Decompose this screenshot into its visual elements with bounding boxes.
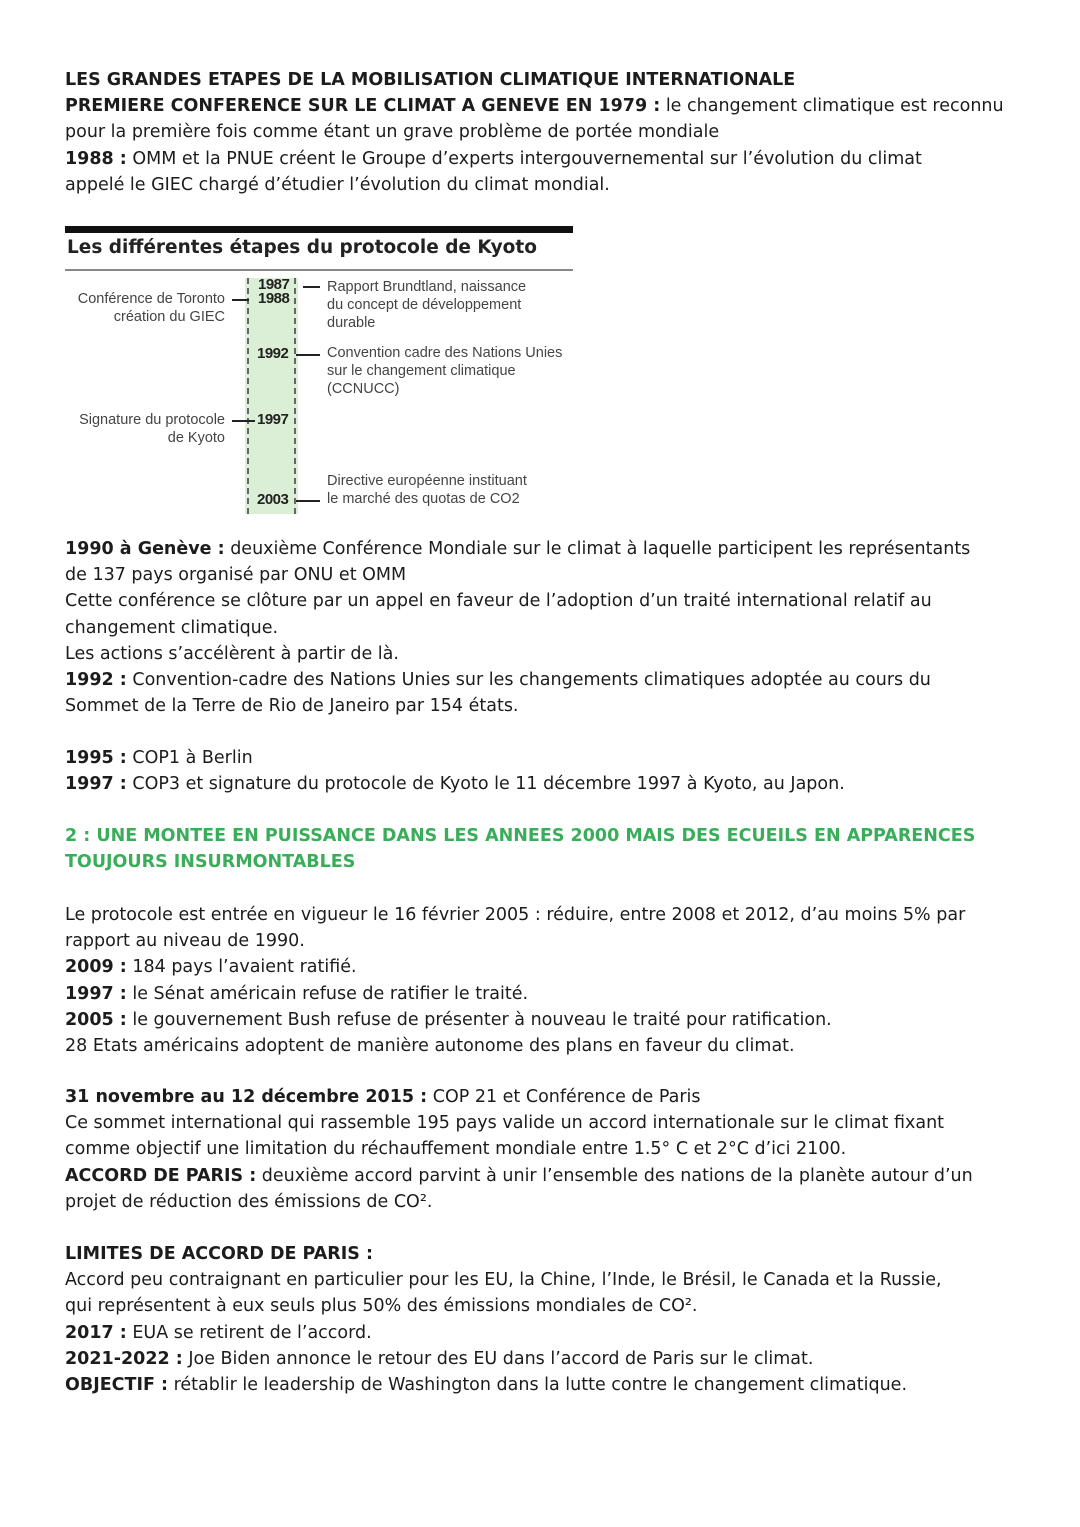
- year-1987: 1987: [258, 276, 290, 293]
- withdrawal-2017-label: 2017 :: [65, 1322, 127, 1343]
- geneva-1979-label: PREMIERE CONFERENCE SUR LE CLIMAT A GENEVE EN 1979 :: [65, 96, 661, 117]
- senate-1997-text: le Sénat américain refuse de ratifier le traité.: [126, 983, 529, 1004]
- timeline-right-dashes: [294, 278, 296, 514]
- main-title: LES GRANDES ETAPES DE LA MOBILISATION CLIMATIQUE INTERNATIONALE: [65, 70, 796, 90]
- bush-2005-text: le gouvernement Bush refuse de présenter à nouveau le traité pour ratification.: [126, 1009, 832, 1030]
- kyoto-entry-into-force: [65, 902, 1025, 1059]
- senate-1997: [65, 981, 1025, 1007]
- tick-1987-right: [303, 286, 320, 288]
- figure-title-rule: [65, 269, 573, 271]
- section2-heading-line2: TOUJOURS INSURMONTABLES: [65, 852, 356, 873]
- geneva-1990-text-cont: de 137 pays organisé par ONU et OMM: [65, 565, 407, 586]
- label-ccnucc-cont: sur le changement climatique: [327, 363, 516, 379]
- section1-text: [65, 536, 1025, 719]
- intro-section: [65, 67, 1025, 198]
- tick-2003-right: [296, 500, 320, 502]
- biden-2021-label: 2021-2022 :: [65, 1348, 183, 1369]
- geneva-1990-label: 1990 à Genève :: [65, 539, 225, 559]
- tick-1988-left: [232, 299, 249, 301]
- entry-into-force-text-cont: rapport au niveau de 1990.: [65, 931, 305, 952]
- bush-2005: [65, 1007, 1025, 1033]
- tick-1997-left: [232, 420, 255, 422]
- cop21-summit-text: Ce sommet international qui rassemble 195 pays valide un accord internationale sur le climat fixant: [65, 1113, 945, 1134]
- cop3-1997-label: 1997 :: [65, 774, 127, 795]
- ratification-2009-text: 184 pays l’avaient ratifié.: [126, 957, 357, 978]
- tick-1992-right: [296, 354, 320, 356]
- cop1-1995-text: COP1 à Berlin: [126, 748, 253, 768]
- paris-limits: [65, 1241, 1025, 1398]
- section2-heading: [65, 823, 1025, 875]
- giec-1988-text-cont: appelé le GIEC chargé d’étudier l’évolution du climat mondial.: [65, 174, 610, 195]
- year-1992: 1992: [257, 345, 289, 362]
- ratification-2009: [65, 954, 1025, 980]
- label-kyoto-signature: Signature du protocole: [79, 412, 225, 428]
- unfccc-1992-text-cont: Sommet de la Terre de Rio de Janeiro par 154 états.: [65, 696, 519, 717]
- cop21-dates-label: 31 novembre au 12 décembre 2015 :: [65, 1087, 428, 1107]
- geneva-1990-closing-cont: changement climatique.: [65, 617, 279, 638]
- label-toronto: Conférence de Toronto: [77, 291, 225, 307]
- limits-heading: LIMITES DE ACCORD DE PARIS :: [65, 1244, 373, 1264]
- cop3-1997-text: COP3 et signature du protocole de Kyoto le 11 décembre 1997 à Kyoto, au Japon.: [126, 774, 845, 795]
- entry-into-force-text: Le protocole est entrée en vigueur le 16 février 2005 : réduire, entre 2008 et 2012, d’au moins 5% par: [65, 905, 966, 925]
- label-brundtland-end: durable: [327, 315, 376, 331]
- paris-agreement-label: ACCORD DE PARIS :: [65, 1165, 257, 1186]
- cop21-paris: [65, 1084, 1025, 1215]
- ratification-2009-label: 2009 :: [65, 957, 127, 978]
- limits-text: Accord peu contraignant en particulier pour les EU, la Chine, l’Inde, le Brésil, le Canada et la Russie,: [65, 1270, 942, 1291]
- geneva-1979-text-cont: pour la première fois comme étant un grave problème de portée mondiale: [65, 122, 720, 143]
- label-kyoto-signature-cont: de Kyoto: [167, 430, 225, 446]
- cop-dates: [65, 745, 1025, 797]
- cop1-1995-label: 1995 :: [65, 748, 127, 768]
- label-brundtland: Rapport Brundtland, naissance: [327, 279, 527, 295]
- bush-2005-label: 2005 :: [65, 1009, 127, 1030]
- withdrawal-2017-text: EUA se retirent de l’accord.: [126, 1322, 372, 1343]
- year-1988: 1988: [258, 290, 290, 307]
- giec-1988-label: 1988 :: [65, 148, 127, 169]
- kyoto-timeline-figure: [65, 226, 573, 516]
- cop21-dates-text: COP 21 et Conférence de Paris: [427, 1087, 701, 1107]
- figure-top-bar: [65, 226, 573, 233]
- giec-1988-paragraph: [65, 146, 1025, 172]
- timeline-band: [245, 278, 298, 514]
- unfccc-1992-paragraph: [65, 667, 1025, 693]
- paris-agreement-text: deuxième accord parvint à unir l’ensemble des nations de la planète autour d’un: [256, 1165, 973, 1186]
- unfccc-1992-label: 1992 :: [65, 670, 127, 691]
- geneva-1990-paragraph: [65, 536, 1025, 562]
- limits-text-cont: qui représentent à eux seuls plus 50% des émissions mondiales de CO².: [65, 1296, 698, 1317]
- unfccc-1992-text: Convention-cadre des Nations Unies sur les changements climatiques adoptée au cours du: [126, 670, 931, 691]
- objective-label: OBJECTIF :: [65, 1375, 169, 1396]
- label-eu-directive: Directive européenne instituant: [327, 473, 527, 489]
- cop1-1995: [65, 745, 1025, 771]
- label-giec-creation: création du GIEC: [113, 309, 225, 325]
- year-1997: 1997: [257, 411, 289, 428]
- actions-accelerate: Les actions s’accélèrent à partir de là.: [65, 643, 399, 664]
- paris-agreement: [65, 1163, 1025, 1189]
- biden-2021: [65, 1346, 1025, 1372]
- objective-text: rétablir le leadership de Washington dans la lutte contre le changement climatique.: [168, 1375, 908, 1396]
- figure-title: Les différentes étapes du protocole de Kyoto: [67, 237, 537, 258]
- withdrawal-2017: [65, 1320, 1025, 1346]
- label-brundtland-cont: du concept de développement: [327, 297, 522, 313]
- cop21-summit-text-cont: comme objectif une limitation du réchauffement mondiale entre 1.5° C et 2°C d’ici 2100.: [65, 1139, 847, 1160]
- cop3-1997: [65, 771, 1025, 797]
- giec-1988-text: OMM et la PNUE créent le Groupe d’experts intergouvernemental sur l’évolution du climat: [126, 148, 922, 169]
- timeline-left-dashes: [247, 278, 249, 514]
- geneva-1990-text: deuxième Conférence Mondiale sur le climat à laquelle participent les représentants: [224, 539, 971, 559]
- label-eu-directive-cont: le marché des quotas de CO2: [327, 491, 520, 507]
- label-ccnucc: Convention cadre des Nations Unies: [327, 345, 563, 361]
- paris-agreement-text-cont: projet de réduction des émissions de CO².: [65, 1191, 433, 1212]
- section2-heading-line1: 2 : UNE MONTEE EN PUISSANCE DANS LES ANNEES 2000 MAIS DES ECUEILS EN APPARENCES: [65, 826, 976, 846]
- geneva-1979-paragraph: [65, 93, 1025, 119]
- senate-1997-label: 1997 :: [65, 983, 127, 1004]
- cop21-dates: [65, 1084, 1025, 1110]
- geneva-1990-closing: Cette conférence se clôture par un appel en faveur de l’adoption d’un traité international relatif au: [65, 591, 932, 612]
- objective: [65, 1372, 1025, 1398]
- biden-2021-text: Joe Biden annonce le retour des EU dans l’accord de Paris sur le climat.: [182, 1348, 814, 1369]
- geneva-1979-text: le changement climatique est reconnu: [660, 96, 1004, 117]
- us-states-plans: 28 Etats américains adoptent de manière autonome des plans en faveur du climat.: [65, 1036, 795, 1057]
- year-2003: 2003: [257, 491, 289, 508]
- label-ccnucc-end: (CCNUCC): [327, 381, 400, 397]
